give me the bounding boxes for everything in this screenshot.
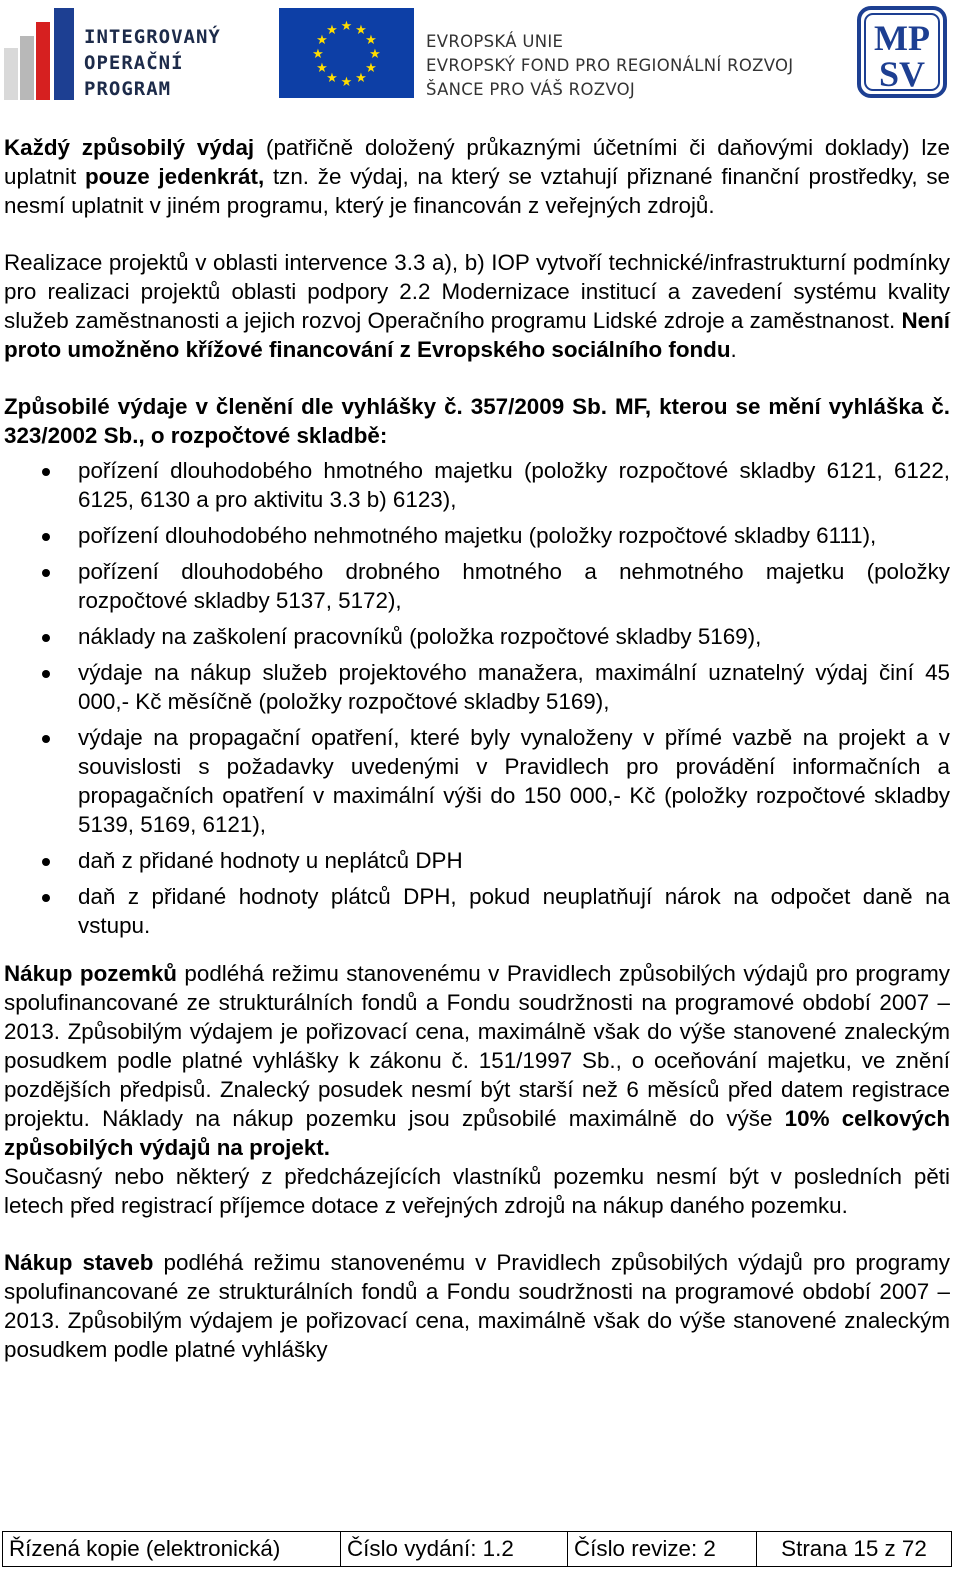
iop-logo-line-1: INTEGROVANÝ — [84, 26, 221, 48]
paragraph-intervention — [4, 248, 950, 364]
svg-text:★: ★ — [355, 23, 367, 38]
text: (patřičně doložený průkaznými účetními či daňovými doklady) lze uplatnit — [4, 135, 951, 189]
list-item: výdaje na nákup služeb projektového manažera, maximální uznatelný výdaj činí 45 000,- Kč měsíčně (položky rozpočtové skladby 5169), — [4, 658, 950, 716]
paragraph-land-owner: Současný nebo některý z předcházejících vlastníků pozemku nesmí být v posledních pěti letech před registrací příjemce dotace z veřejných zdrojů na nákup daného pozemku. — [4, 1164, 950, 1218]
footer-revision: Číslo revize: 2 — [568, 1532, 757, 1567]
text-bold: Nákup staveb — [4, 1250, 154, 1275]
svg-text:★: ★ — [355, 71, 367, 86]
paragraph-building-purchase — [4, 1248, 950, 1364]
text-bold: Nákup pozemků — [4, 961, 177, 986]
eligible-expense-list — [4, 456, 950, 940]
list-item: daň z přidané hodnoty u neplátců DPH — [4, 846, 950, 875]
svg-text:★: ★ — [316, 61, 328, 76]
page-footer — [2, 1531, 952, 1567]
footer-issue: Číslo vydání: 1.2 — [341, 1532, 568, 1567]
svg-text:MP: MP — [874, 18, 930, 58]
svg-text:★: ★ — [365, 33, 377, 48]
text: tzn. že výdaj, na který se vztahují přiznané finanční prostředky, se nesmí uplatnit v jiném programu, který je financován z veřejných zdrojů. — [4, 164, 950, 218]
text-bold: Není proto umožněno křížové financování z Evropského sociálního fondu — [4, 308, 950, 362]
list-item: daň z přidané hodnoty plátců DPH, pokud neuplatňují nárok na odpočet daně na vstupu. — [4, 882, 950, 940]
svg-text:★: ★ — [340, 75, 353, 90]
eu-line-3: ŠANCE PRO VÁŠ ROZVOJ — [426, 80, 636, 99]
text: podléhá režimu stanovenému v Pravidlech způsobilých výdajů pro programy spolufinancované ze strukturálních fondů a Fondu soudržnosti na programové období 2007 – 2013. Způsobilým výdajem je pořizovací cena, maximálně však do výše stanovené znaleckým posudkem podle platné vyhlášky — [4, 1250, 950, 1362]
footer-page-number: Strana 15 z 72 — [757, 1532, 952, 1567]
iop-logo-line-3: PROGRAM — [84, 78, 172, 100]
paragraph-land-purchase — [4, 959, 950, 1162]
text: podléhá režimu stanovenému v Pravidlech způsobilých výdajů pro programy spolufinancované ze strukturálních fondů a Fondu soudržnosti na programové období 2007 – 2013. Způsobilým výdajem je pořizovací cena, maximálně však do výše stanovené znaleckým posudkem podle platné vyhlášky k zákonu č. 151/1997 Sb., o oceňování majetku, ve znění pozdějších předpisů. Znalecký posudek nesmí být starší než 6 měsíců před datem registrace projektu. Náklady na nákup pozemku jsou způsobilé maximálně do výše — [4, 961, 950, 1131]
iop-logo-line-2: OPERAČNÍ — [84, 52, 184, 74]
text-bold: pouze jedenkrát, — [84, 164, 265, 189]
eu-line-2: EVROPSKÝ FOND PRO REGIONÁLNÍ ROZVOJ — [426, 56, 794, 75]
list-item: pořízení dlouhodobého drobného hmotného a nehmotného majetku (položky rozpočtové skladby 5137, 5172), — [4, 557, 950, 615]
list-item: pořízení dlouhodobého hmotného majetku (položky rozpočtové skladby 6121, 6122, 6125, 6130 a pro aktivitu 3.3 b) 6123), — [4, 456, 950, 514]
svg-text:★: ★ — [316, 33, 328, 48]
svg-text:★: ★ — [312, 47, 324, 62]
document-body — [4, 133, 950, 1364]
text: Realizace projektů v oblasti intervence 3.3 a), b) IOP vytvoří technické/infrastrukturní podmínky pro realizaci projektů oblasti podpory 2.2 Modernizace institucí a zavedení systému kvality služeb zaměstnanosti a jejich rozvoj Operačního programu Lidské zdroje a zaměstnanost. — [4, 250, 950, 333]
paragraph-eligible-heading — [4, 392, 950, 450]
svg-text:★: ★ — [326, 71, 338, 86]
list-item: náklady na zaškolení pracovníků (položka rozpočtové skladby 5169), — [4, 622, 950, 651]
list-item: výdaje na propagační opatření, které byly vynaloženy v přímé vazbě na projekt a v souvislosti s požadavky uvedenými v Pravidlech pro provádění informačních a propagačních opatření v maximální výši do 150 000,- Kč (položky rozpočtové skladby 5139, 5169, 6121), — [4, 723, 950, 839]
svg-text:★: ★ — [365, 61, 377, 76]
eu-line-1: EVROPSKÁ UNIE — [426, 32, 564, 51]
svg-text:★: ★ — [369, 47, 381, 62]
text-bold: , o rozpočtové skladbě: — [138, 423, 388, 448]
iop-logo — [4, 8, 244, 100]
text-bold: Způsobilé výdaje v členění dle vyhlášky č. 357/2009 Sb. MF, kterou se mění vyhláška č. 323/2002 Sb. — [4, 394, 950, 448]
text-bold: 10% celkových způsobilých výdajů na projekt. — [4, 1106, 951, 1160]
list-item: pořízení dlouhodobého nehmotného majetku (položky rozpočtové skladby 6111), — [4, 521, 950, 550]
footer-copy: Řízená kopie (elektronická) — [3, 1532, 341, 1567]
text-bold: Každý způsobilý výdaj — [4, 135, 255, 160]
mpsv-logo — [857, 6, 947, 98]
text: . — [730, 337, 737, 362]
svg-text:★: ★ — [326, 23, 338, 38]
iop-logo-icon — [4, 8, 76, 100]
page-header — [0, 0, 960, 110]
eu-flag-icon — [279, 8, 414, 98]
svg-text:SV: SV — [878, 54, 926, 94]
paragraph-eligible-expense — [4, 133, 950, 220]
svg-text:★: ★ — [340, 19, 353, 34]
